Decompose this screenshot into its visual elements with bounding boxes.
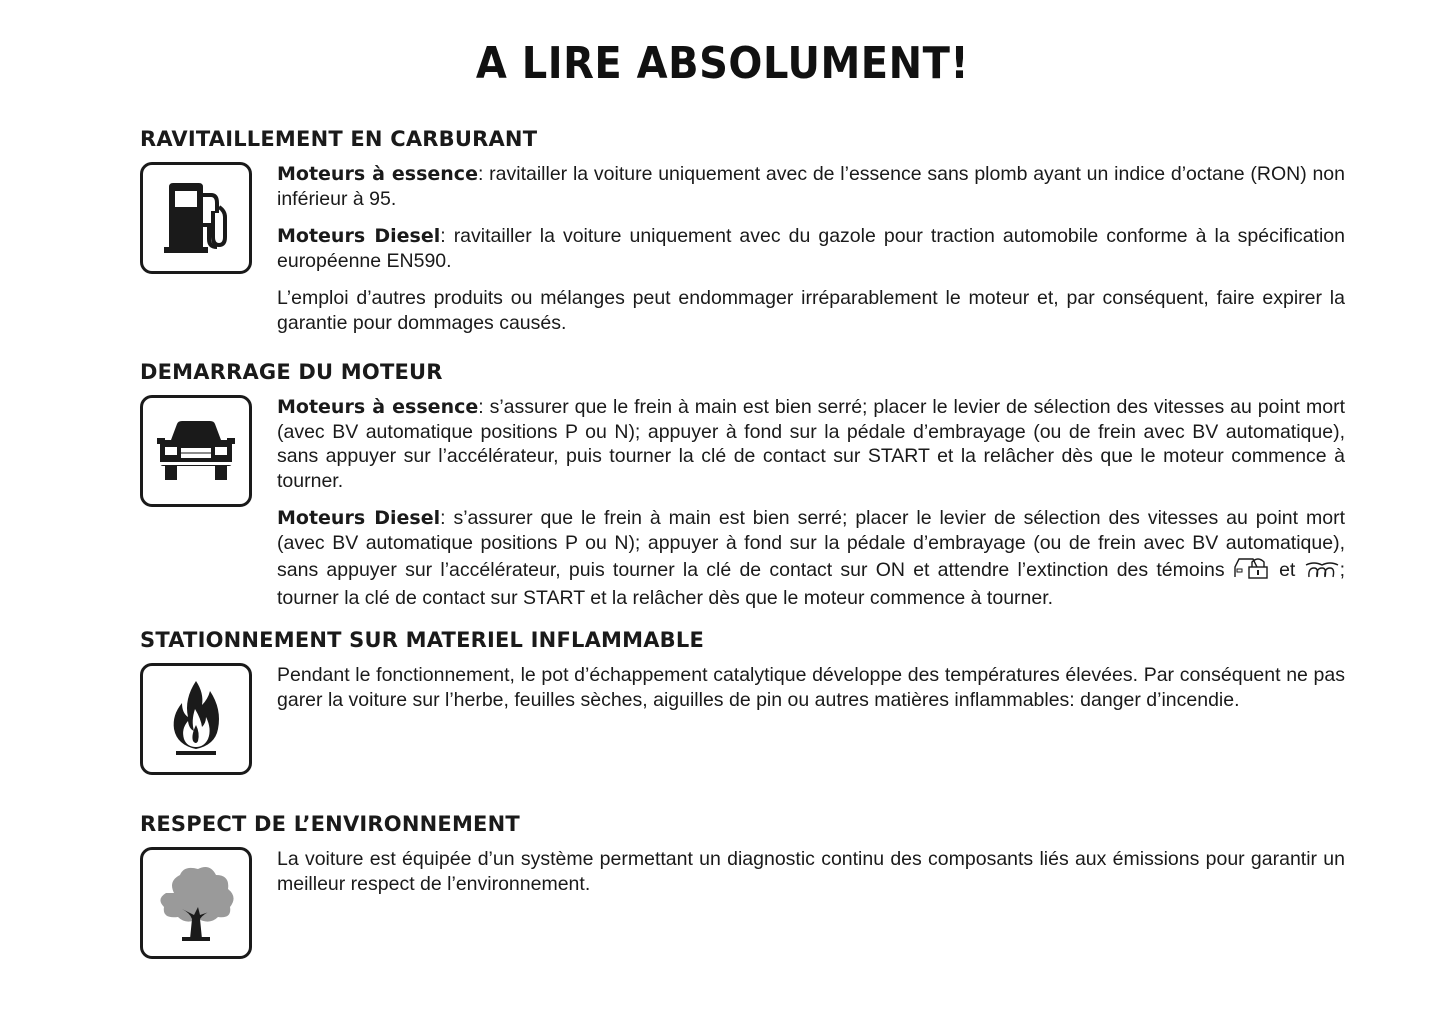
section-body	[140, 162, 1345, 335]
paragraph-text: Pendant le fonctionnement, le pot d’échappement catalytique développe des températures élevées. Par conséquent ne pas garer la voiture sur l’herbe, feuilles sèches, aiguilles de pin ou autres matières inflammables: danger d’incendie.	[277, 664, 1345, 711]
tree-icon	[140, 847, 252, 959]
section-text	[277, 847, 1345, 896]
paragraph	[277, 224, 1345, 273]
paragraph-bold-lead: Moteurs Diesel	[277, 507, 441, 529]
car-front-icon	[140, 395, 252, 507]
section-heading: DEMARRAGE DU MOTEUR	[140, 360, 443, 384]
section-text	[277, 663, 1345, 712]
paragraph-text: et	[1270, 559, 1296, 581]
paragraph-text: La voiture est équipée d’un système permettant un diagnostic continu des composants liés aux émissions pour garantir un meilleur respect de l’environnement.	[277, 848, 1345, 895]
paragraph	[277, 663, 1345, 712]
paragraph-bold-lead: Moteurs à essence	[277, 163, 478, 185]
paragraph-text: ; tourner la clé de contact sur START et la relâcher dès que le moteur commence à tourner.	[277, 559, 1345, 609]
section-engine-start	[140, 359, 1345, 623]
section-heading: RESPECT DE L’ENVIRONNEMENT	[140, 812, 520, 836]
section-heading: STATIONNEMENT SUR MATERIEL INFLAMMABLE	[140, 628, 704, 652]
car-lock-warning-icon	[1233, 555, 1271, 586]
paragraph-text: : ravitailler la voiture uniquement avec de l’essence sans plomb ayant un indice d’octane (RON) non inférieur à 95.	[277, 163, 1345, 210]
paragraph	[277, 162, 1345, 211]
paragraph	[277, 847, 1345, 896]
paragraph	[277, 286, 1345, 335]
paragraph-text: : s’assurer que le frein à main est bien serré; placer le levier de sélection des vitesses au point mort (avec BV automatique positions P ou N); appuyer à fond sur la pédale d’embrayage (ou de frein avec BV automatique), sans appuyer sur l’accélérateur, puis tourner la clé de contact sur ON et attendre l’extinction des témoins	[277, 507, 1345, 581]
section-flammable-parking	[140, 627, 1345, 725]
section-fuel	[140, 126, 1345, 348]
paragraph-text: L’emploi d’autres produits ou mélanges peut endommager irréparablement le moteur et, par conséquent, faire expirer la garantie pour dommages causés.	[277, 287, 1345, 334]
section-environment	[140, 811, 1345, 909]
paragraph-text: : ravitailler la voiture uniquement avec du gazole pour traction automobile conforme à la spécification européenne EN590.	[277, 225, 1345, 272]
section-heading: RAVITAILLEMENT EN CARBURANT	[140, 127, 538, 151]
flame-icon	[140, 663, 252, 775]
paragraph-text: : s’assurer que le frein à main est bien serré; placer le levier de sélection des vitesses au point mort (avec BV automatique positions P ou N); appuyer à fond sur la pédale d’embrayage (ou de frein avec BV automatique), sans appuyer sur l’accélérateur, puis tourner la clé de contact sur START et la relâcher dès que le moteur commence à tourner.	[277, 396, 1345, 492]
section-text	[277, 162, 1345, 335]
glow-plug-icon	[1304, 561, 1340, 586]
paragraph-bold-lead: Moteurs à essence	[277, 396, 479, 418]
section-body	[140, 395, 1345, 610]
page-title: A LIRE ABSOLUMENT!	[475, 39, 970, 89]
paragraph	[277, 506, 1345, 610]
paragraph-bold-lead: Moteurs Diesel	[277, 225, 441, 247]
paragraph	[277, 395, 1345, 493]
section-body	[140, 663, 1345, 712]
fuel-pump-icon	[140, 162, 252, 274]
section-text	[277, 395, 1345, 610]
section-body	[140, 847, 1345, 896]
